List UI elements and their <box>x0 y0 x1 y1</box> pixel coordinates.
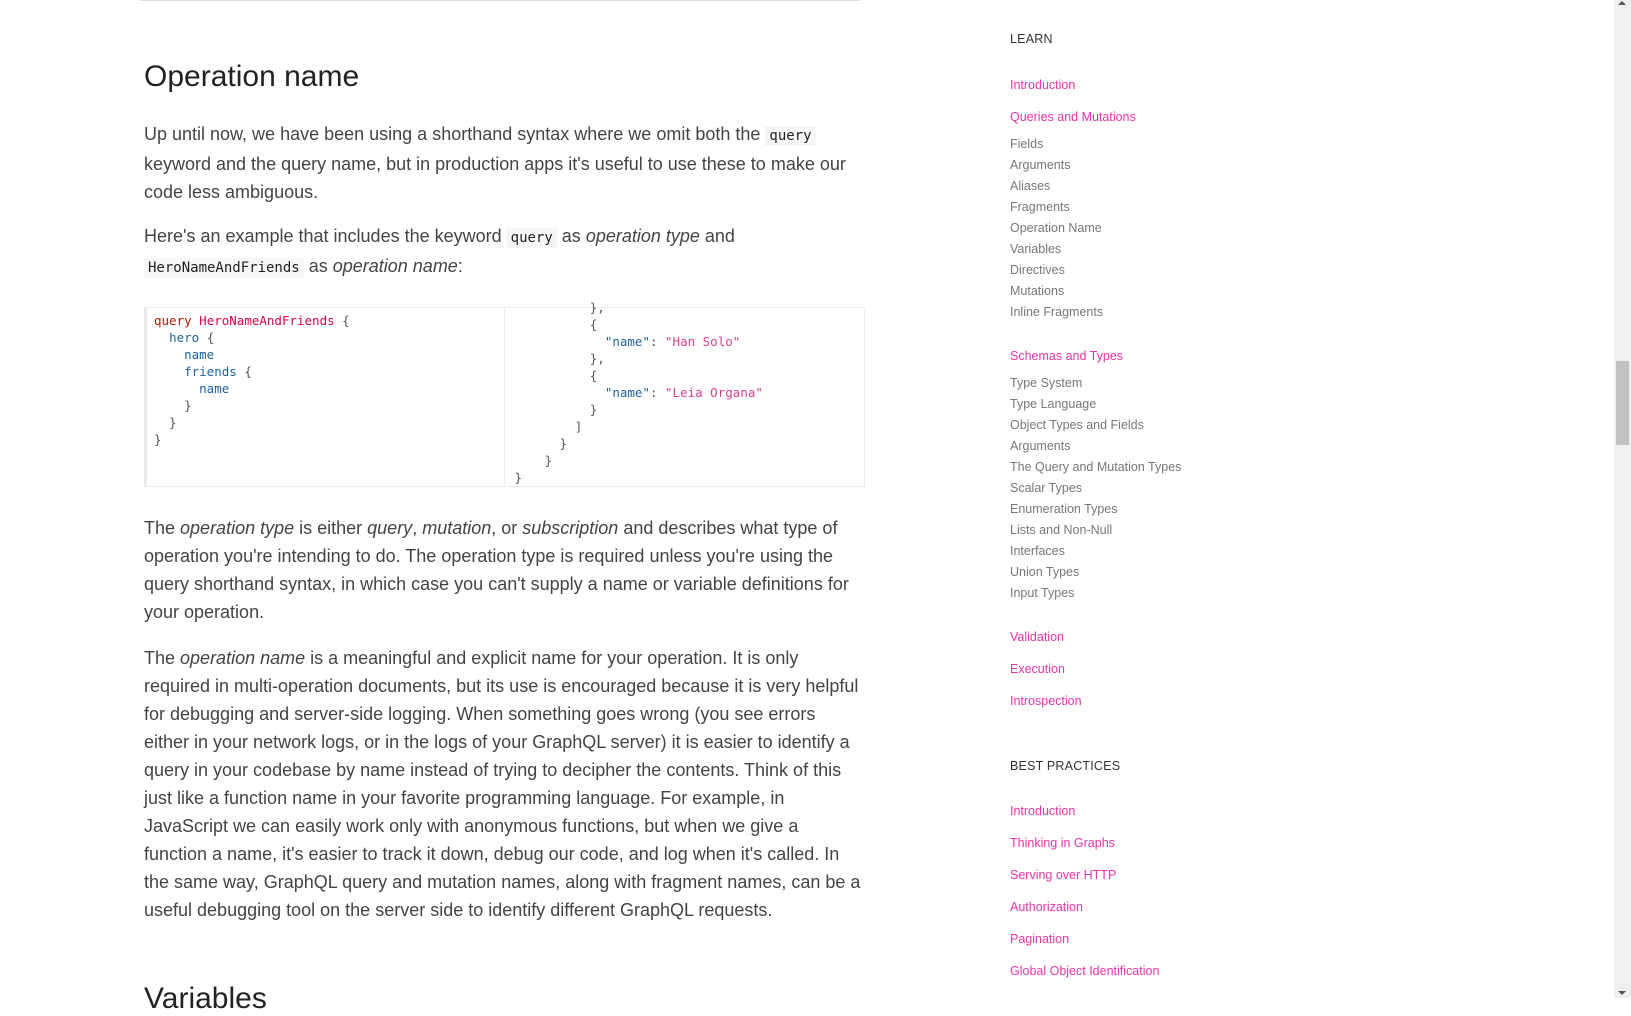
scrollbar[interactable] <box>1614 0 1631 998</box>
sidebar-link-queries-and-mutations[interactable]: Queries and Mutations <box>1010 110 1136 124</box>
sidebar-heading-learn: LEARN <box>1010 32 1053 46</box>
code-example <box>144 300 865 487</box>
sidebar-link-validation[interactable]: Validation <box>1010 630 1064 644</box>
sidebar-item-operation-name[interactable]: Operation Name <box>1010 221 1102 235</box>
scrollbar-thumb[interactable] <box>1616 361 1629 445</box>
section-title: Operation name <box>144 60 360 93</box>
sidebar-item-aliases[interactable]: Aliases <box>1010 179 1051 193</box>
sidebar-item-union-types[interactable]: Union Types <box>1010 565 1080 579</box>
sidebar-item-query-mutation-types[interactable]: The Query and Mutation Types <box>1010 460 1182 474</box>
sidebar-link-thinking-in-graphs[interactable]: Thinking in Graphs <box>1010 836 1115 850</box>
sidebar-item-type-system[interactable]: Type System <box>1010 376 1083 390</box>
sidebar-item-fragments[interactable]: Fragments <box>1010 200 1070 214</box>
next-section-title: Variables <box>144 982 267 1015</box>
sidebar-item-interfaces[interactable]: Interfaces <box>1010 544 1065 558</box>
scroll-down-arrow-icon[interactable] <box>1618 991 1626 995</box>
sidebar-heading-best-practices: BEST PRACTICES <box>1010 759 1121 773</box>
sidebar-link-global-object-identification[interactable]: Global Object Identification <box>1010 964 1160 978</box>
sidebar-item-scalar-types[interactable]: Scalar Types <box>1010 481 1083 495</box>
sidebar-link-serving-over-http[interactable]: Serving over HTTP <box>1010 868 1117 882</box>
sidebar-item-arguments[interactable]: Arguments <box>1010 158 1071 172</box>
sidebar-item-mutations[interactable]: Mutations <box>1010 284 1065 298</box>
sidebar-item-input-types[interactable]: Input Types <box>1010 586 1075 600</box>
sidebar-item-fields[interactable]: Fields <box>1010 137 1044 151</box>
sidebar-item-variables[interactable]: Variables <box>1010 242 1062 256</box>
sidebar-link-pagination[interactable]: Pagination <box>1010 932 1070 946</box>
sidebar-item-inline-fragments[interactable]: Inline Fragments <box>1010 305 1104 319</box>
paragraph: Up until now, we have been using a shorthand syntax where we omit both the query keyword and the query name, but in production apps it's useful to use these to make our code less ambiguous. <box>144 124 846 202</box>
sidebar-item-object-types[interactable]: Object Types and Fields <box>1010 418 1144 432</box>
sidebar-link-bp-introduction[interactable]: Introduction <box>1010 804 1076 818</box>
sidebar-item-type-language[interactable]: Type Language <box>1010 397 1097 411</box>
sidebar-link-schemas-and-types[interactable]: Schemas and Types <box>1010 349 1124 363</box>
sidebar-link-introduction[interactable]: Introduction <box>1010 78 1076 92</box>
divider <box>140 0 860 1</box>
paragraph: Here's an example that includes the keyword query as operation type and HeroNameAndFriends as operation name: <box>144 226 735 276</box>
sidebar-item-arguments-2[interactable]: Arguments <box>1010 439 1071 453</box>
sidebar-link-execution[interactable]: Execution <box>1010 662 1065 676</box>
sidebar-link-introspection[interactable]: Introspection <box>1010 694 1082 708</box>
scroll-up-arrow-icon[interactable] <box>1618 1 1626 5</box>
sidebar-item-directives[interactable]: Directives <box>1010 263 1065 277</box>
sidebar-link-authorization[interactable]: Authorization <box>1010 900 1083 914</box>
sidebar-item-enumeration-types[interactable]: Enumeration Types <box>1010 502 1118 516</box>
query-editor[interactable]: query HeroNameAndFriends { hero { name friends { name } } } <box>147 308 505 486</box>
paragraph: The operation type is either query, mutation, or subscription and describes what type of operation you're intending to do. The operation type is required unless you're using the query shorthand syntax, in which case you can't supply a name or variable definitions for your operation. <box>144 518 849 622</box>
sidebar-item-lists-non-null[interactable]: Lists and Non-Null <box>1010 523 1113 537</box>
query-result: }, { "name": "Han Solo" }, { "name": "Leia Organa" } ] } } } <box>514 300 763 485</box>
paragraph: The operation name is a meaningful and explicit name for your operation. It is only required in multi-operation documents, but its use is encouraged because it is very helpful for debugging and server-side logging. When something goes wrong (you see errors either in your network logs, or in the logs of your GraphQL server) it is easier to identify a query in your codebase by name instead of trying to decipher the contents. Think of this just like a function name in your favorite programming language. For example, in JavaScript we can easily work only with anonymous functions, but when we give a function a name, it's easier to track it down, debug our code, and log when it's called. In the same way, GraphQL query and mutation names, along with fragment names, can be a useful debugging tool on the server side to identify different GraphQL requests. <box>144 648 861 920</box>
